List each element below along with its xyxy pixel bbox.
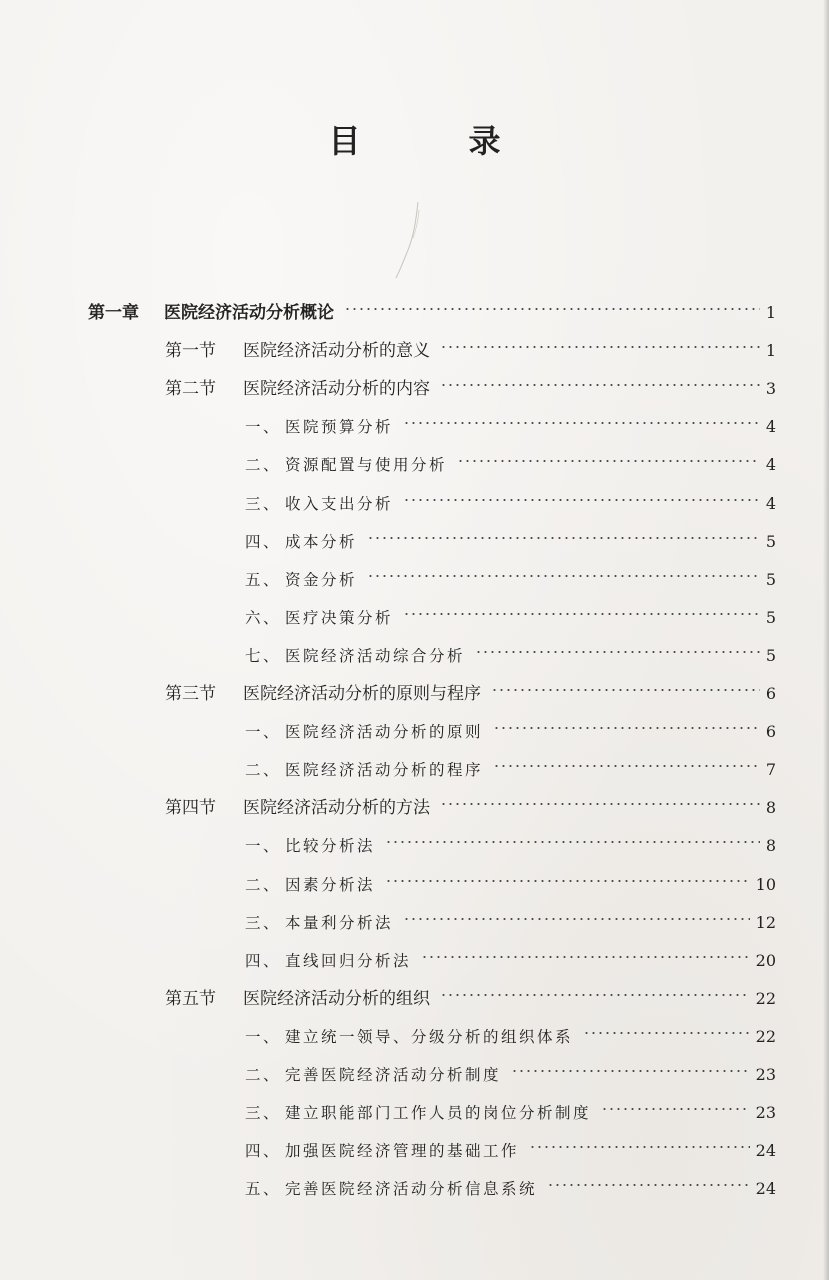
toc-entry-title: 收入支出分析 <box>285 494 394 513</box>
toc-entry-page-number: 22 <box>755 988 776 1008</box>
toc-entry-title: 医院经济活动分析的组织 <box>243 988 430 1009</box>
toc-entry-title: 成本分析 <box>285 532 358 551</box>
toc-entry-item <box>245 709 776 742</box>
toc-entry-number: 二、 <box>245 456 282 475</box>
dot-leader <box>491 671 760 699</box>
toc-entry-item <box>245 1090 776 1123</box>
toc-entry-section <box>165 785 776 819</box>
toc-entry-page-number: 20 <box>755 950 776 970</box>
toc-entry-page-number: 4 <box>765 455 776 475</box>
dot-leader <box>367 519 760 547</box>
toc-entry-item <box>245 633 776 665</box>
toc-entry-page-number: 8 <box>765 836 776 856</box>
dot-leader <box>583 1014 750 1042</box>
toc-entry-item <box>245 938 776 970</box>
toc-entry-title: 本量利分析法 <box>285 913 394 932</box>
toc-entry-page-number: 5 <box>765 531 776 551</box>
toc-entry-title: 医院经济活动分析概论 <box>164 303 334 323</box>
toc-entry-label <box>165 375 430 403</box>
toc-entry-label <box>245 909 393 937</box>
toc-entry-number: 四、 <box>245 532 282 551</box>
toc-entry-item <box>245 481 776 513</box>
toc-entry-page-number: 1 <box>765 341 776 361</box>
toc-entry-page-number: 3 <box>765 379 776 399</box>
toc-entry-item <box>245 1128 776 1161</box>
toc-entry-section <box>165 671 776 704</box>
toc-entry-title: 因素分析法 <box>285 875 376 894</box>
toc-entry-label <box>245 1061 501 1089</box>
toc-entry-label <box>245 490 393 518</box>
toc-entry-page-number: 1 <box>765 303 776 322</box>
toc-entry-page-number: 5 <box>765 607 776 627</box>
toc-entry-number: 第二节 <box>165 379 216 400</box>
toc-entry-page-number: 24 <box>755 1141 776 1161</box>
toc-entry-page-number: 23 <box>755 1103 776 1123</box>
toc-entry-page-number: 10 <box>755 874 776 894</box>
toc-entry-label <box>245 1175 537 1203</box>
toc-entry-number: 一、 <box>245 723 282 742</box>
toc-entry-item <box>245 557 776 589</box>
dot-leader <box>344 290 760 318</box>
toc-entry-page-number: 7 <box>765 760 776 780</box>
toc-entry-label <box>245 451 447 479</box>
toc-entry-title: 医院预算分析 <box>285 418 394 437</box>
toc-entry-number: 二、 <box>245 875 282 894</box>
toc-entry-title: 建立统一领导、分级分析的组织体系 <box>285 1027 574 1046</box>
dot-leader <box>385 862 750 890</box>
dot-leader <box>529 1128 750 1156</box>
toc-entry-title: 加强医院经济管理的基础工作 <box>285 1142 520 1161</box>
toc-entry-page-number: 8 <box>765 798 776 818</box>
toc-entry-number: 三、 <box>245 1104 282 1123</box>
toc-entry-item <box>245 1052 776 1084</box>
toc-entry-number: 五、 <box>245 570 282 589</box>
paper-scratch-mark <box>388 200 428 280</box>
dot-leader <box>403 900 750 928</box>
toc-entry-number: 四、 <box>245 1142 282 1161</box>
page-edge-shadow <box>823 0 829 1280</box>
toc-entry-label <box>245 756 483 784</box>
toc-entry-item <box>245 1166 776 1199</box>
toc-entry-number: 二、 <box>245 1066 282 1084</box>
dot-leader <box>440 785 760 813</box>
toc-entry-page-number: 6 <box>765 722 776 742</box>
toc-entry-label <box>245 566 357 594</box>
toc-entry-label <box>165 985 430 1013</box>
dot-leader <box>440 366 760 394</box>
toc-entry-item <box>245 442 776 475</box>
toc-entry-page-number: 6 <box>765 684 776 703</box>
toc-entry-item <box>245 519 776 551</box>
toc-entry-label <box>245 947 411 975</box>
dot-leader <box>457 442 760 470</box>
toc-entry-title: 直线回归分析法 <box>285 951 412 970</box>
toc-entry-item <box>245 404 776 437</box>
toc-entry-title: 完善医院经济活动分析制度 <box>285 1066 502 1084</box>
toc-entry-title: 医院经济活动分析的原则与程序 <box>243 684 481 704</box>
toc-entry-title: 医院经济活动分析的程序 <box>285 761 484 780</box>
toc-entry-page-number: 5 <box>765 645 776 665</box>
toc-entry-item <box>245 595 776 627</box>
dot-leader <box>367 557 760 585</box>
dot-leader <box>440 976 750 1004</box>
toc-entry-label <box>245 413 393 441</box>
toc-entry-label <box>245 718 483 746</box>
toc-entry-number: 六、 <box>245 608 282 627</box>
toc-entry-item <box>245 1014 776 1046</box>
toc-entry-label <box>245 528 357 556</box>
toc-entry-label <box>88 299 334 327</box>
dot-leader <box>601 1090 750 1118</box>
toc-entry-page-number: 23 <box>755 1065 776 1084</box>
toc-entry-label <box>245 1023 573 1051</box>
toc-entry-label <box>165 337 430 365</box>
toc-entry-item <box>245 900 776 932</box>
toc-entry-number: 三、 <box>245 494 282 513</box>
toc-entry-title: 医院经济活动分析的原则 <box>285 723 484 742</box>
toc-entry-label <box>245 642 465 670</box>
toc-entry-page-number: 5 <box>765 569 776 589</box>
dot-leader <box>475 633 760 661</box>
toc-entry-title: 资金分析 <box>285 570 358 589</box>
toc-entry-number: 第五节 <box>165 988 216 1009</box>
toc-entry-number: 四、 <box>245 951 282 970</box>
toc-entry-number: 第四节 <box>165 798 216 819</box>
toc-entry-page-number: 4 <box>765 493 776 513</box>
toc-entry-title: 医院经济活动分析的方法 <box>243 798 430 819</box>
toc-entry-number: 三、 <box>245 913 282 932</box>
toc-entry-page-number: 24 <box>755 1179 776 1199</box>
dot-leader <box>493 709 760 737</box>
toc-entry-section <box>165 976 776 1009</box>
dot-leader <box>493 747 760 775</box>
toc-entry-number: 二、 <box>245 761 282 780</box>
toc-entry-item <box>245 862 776 894</box>
dot-leader <box>385 823 760 851</box>
toc-entry-label <box>245 832 375 860</box>
toc-entry-label <box>165 794 430 822</box>
toc-entry-title: 建立职能部门工作人员的岗位分析制度 <box>285 1104 592 1123</box>
toc-entry-title: 比较分析法 <box>285 837 376 856</box>
toc-entry-number: 一、 <box>245 418 282 437</box>
dot-leader <box>403 404 760 432</box>
toc-entry-title: 资源配置与使用分析 <box>285 456 448 475</box>
toc-entry-title: 医疗决策分析 <box>285 608 394 627</box>
toc-entry-label <box>245 1099 591 1127</box>
toc-entry-section <box>165 328 776 362</box>
toc-entry-number: 第一节 <box>165 341 216 362</box>
toc-entry-page-number: 12 <box>755 912 776 932</box>
dot-leader <box>403 481 760 509</box>
toc-entry-number: 第一章 <box>88 303 139 323</box>
toc-entry-number: 第三节 <box>165 684 216 704</box>
toc-entry-number: 一、 <box>245 1027 282 1046</box>
page-title: 目 录 <box>328 122 539 160</box>
toc-entry-label <box>245 604 393 632</box>
dot-leader <box>421 938 750 966</box>
toc-entry-chapter <box>88 290 776 323</box>
toc-entry-item <box>245 823 776 856</box>
dot-leader <box>440 328 760 356</box>
dot-leader <box>547 1166 750 1194</box>
toc-entry-page-number: 22 <box>755 1026 776 1046</box>
toc-entry-label <box>245 1137 519 1165</box>
toc-entry-title: 完善医院经济活动分析信息系统 <box>285 1180 538 1199</box>
toc-entry-label <box>245 871 375 899</box>
toc-entry-title: 医院经济活动分析的内容 <box>243 379 430 400</box>
toc-entry-number: 一、 <box>245 837 282 856</box>
toc-entry-number: 七、 <box>245 646 282 665</box>
toc-entry-title: 医院经济活动综合分析 <box>285 646 466 665</box>
dot-leader <box>511 1052 750 1080</box>
toc-entry-item <box>245 747 776 780</box>
toc-entry-title: 医院经济活动分析的意义 <box>243 341 430 362</box>
toc-entry-number: 五、 <box>245 1180 282 1199</box>
dot-leader <box>403 595 760 623</box>
toc-entry-page-number: 4 <box>765 417 776 437</box>
toc-entry-section <box>165 366 776 400</box>
toc-entry-label <box>165 680 481 708</box>
